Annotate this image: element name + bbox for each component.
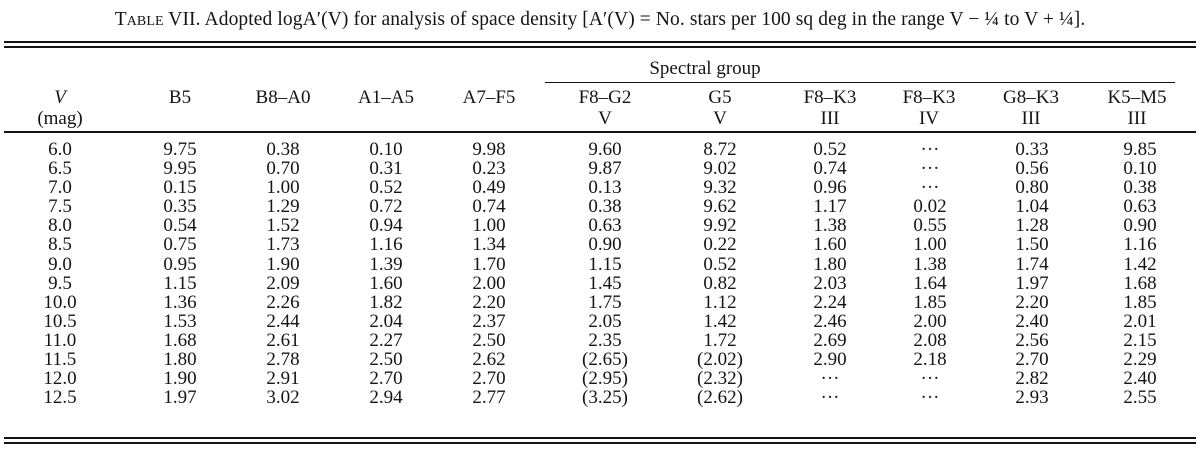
value-cell: 1.50 <box>1015 234 1049 256</box>
value-cell: 1.28 <box>1015 215 1049 237</box>
value-cell: 1.29 <box>266 196 300 218</box>
table-spacer <box>115 159 130 178</box>
value-cell: ··· <box>920 387 940 409</box>
table-row <box>0 274 1192 293</box>
table-row <box>0 293 1192 312</box>
value-cell: 2.20 <box>472 291 506 313</box>
value-cell: 1.00 <box>913 234 947 256</box>
table-spacer <box>115 216 130 235</box>
value-cell: ··· <box>820 387 840 409</box>
magnitude-cell: 11.0 <box>43 329 77 351</box>
value-cell: 1.73 <box>266 234 300 256</box>
value-cell: 2.24 <box>813 291 847 313</box>
value-cell: (2.62) <box>697 387 743 409</box>
value-cell: 0.10 <box>1123 158 1157 180</box>
value-cell: 1.68 <box>163 329 197 351</box>
value-cell: ··· <box>920 368 940 390</box>
value-cell: 1.04 <box>1015 196 1049 218</box>
value-cell: 2.50 <box>369 349 403 371</box>
value-cell: 2.55 <box>1123 387 1157 409</box>
value-cell: 0.75 <box>163 234 197 256</box>
value-cell: 2.04 <box>369 310 403 332</box>
value-cell: 0.38 <box>1123 177 1157 199</box>
value-cell: 2.82 <box>1015 368 1049 390</box>
value-cell: 1.16 <box>1123 234 1157 256</box>
value-cell: 9.95 <box>163 158 197 180</box>
value-cell: 1.85 <box>913 291 947 313</box>
value-cell: 2.29 <box>1123 349 1157 371</box>
value-cell: ··· <box>820 368 840 390</box>
value-cell: 2.44 <box>266 310 300 332</box>
column-header-top: F8–G2 <box>578 87 632 108</box>
value-cell: 0.31 <box>369 158 403 180</box>
magnitude-cell: 8.0 <box>48 215 72 237</box>
magnitude-cell: 10.0 <box>43 291 77 313</box>
table-spacer <box>115 235 130 254</box>
value-cell: ··· <box>920 158 940 180</box>
value-cell: 2.90 <box>813 349 847 371</box>
table-row <box>0 331 1192 350</box>
value-cell: (2.32) <box>697 368 743 390</box>
column-header-bottom: V <box>713 108 727 129</box>
table-spacer <box>115 369 130 388</box>
value-cell: 2.03 <box>813 272 847 294</box>
value-cell: 0.02 <box>913 196 947 218</box>
table-row <box>0 216 1192 235</box>
table-spacer <box>115 178 130 197</box>
value-cell: 1.90 <box>266 253 300 275</box>
bottom-rule-2 <box>4 442 1196 444</box>
table-spacer <box>115 140 130 159</box>
value-cell: 1.00 <box>266 177 300 199</box>
value-cell: 0.63 <box>1123 196 1157 218</box>
value-cell: 1.74 <box>1015 253 1049 275</box>
value-cell: ··· <box>920 139 940 160</box>
value-cell: 9.98 <box>472 139 506 160</box>
value-cell: 0.55 <box>913 215 947 237</box>
value-cell: 1.38 <box>913 253 947 275</box>
table-row <box>0 312 1192 331</box>
magnitude-cell: 6.0 <box>48 139 72 160</box>
value-cell: (2.02) <box>697 349 743 371</box>
value-cell: 1.68 <box>1123 272 1157 294</box>
magnitude-cell: 12.5 <box>43 387 77 409</box>
value-cell: 0.56 <box>1015 158 1049 180</box>
value-cell: 2.93 <box>1015 387 1049 409</box>
table-row <box>0 140 1192 159</box>
value-cell: 1.42 <box>703 310 737 332</box>
column-header-bottom: III <box>1021 108 1041 129</box>
value-cell: 2.61 <box>266 329 300 351</box>
value-cell: 0.72 <box>369 196 403 218</box>
value-cell: 1.17 <box>813 196 847 218</box>
value-cell: 0.80 <box>1015 177 1049 199</box>
value-cell: 0.10 <box>369 139 403 160</box>
column-header-bottom: III <box>820 108 840 129</box>
column-header-top: K5–M5 <box>1107 87 1167 108</box>
value-cell: 0.74 <box>472 196 506 218</box>
value-cell: 2.78 <box>266 349 300 371</box>
value-cell: 9.60 <box>588 139 622 160</box>
table-spacer <box>115 293 130 312</box>
value-cell: 0.90 <box>588 234 622 256</box>
value-cell: 1.53 <box>163 310 197 332</box>
value-cell: 9.02 <box>703 158 737 180</box>
value-cell: 2.40 <box>1123 368 1157 390</box>
table-spacer <box>115 331 130 350</box>
value-cell: 2.62 <box>472 349 506 371</box>
table-spacer <box>115 255 130 274</box>
top-rule-1 <box>4 41 1196 43</box>
value-cell: 1.82 <box>369 291 403 313</box>
column-header <box>1067 87 1200 129</box>
column-header-top: G8–K3 <box>1003 87 1059 108</box>
value-cell: 2.40 <box>1015 310 1049 332</box>
magnitude-cell: 12.0 <box>43 368 77 390</box>
value-cell: 1.90 <box>163 368 197 390</box>
magnitude-cell: 9.0 <box>48 253 72 275</box>
value-cell: 1.15 <box>588 253 622 275</box>
table-spacer <box>115 350 130 369</box>
table-row <box>0 197 1192 216</box>
value-cell: 2.35 <box>588 329 622 351</box>
value-cell: 0.52 <box>813 139 847 160</box>
value-cell: 2.05 <box>588 310 622 332</box>
value-cell: 8.72 <box>703 139 737 160</box>
value-cell: 1.38 <box>813 215 847 237</box>
value-cell: 1.60 <box>369 272 403 294</box>
value-cell: 1.52 <box>266 215 300 237</box>
table-row <box>0 235 1192 254</box>
table-caption-text: Adopted logA′(V) for analysis of space density [A′(V) = No. stars per 100 sq deg in the range V − ¼ to V + ¼]. <box>204 9 1086 30</box>
column-header-bottom: V <box>598 108 612 129</box>
value-cell: 2.94 <box>369 387 403 409</box>
column-header-top: B8–A0 <box>255 87 311 108</box>
value-cell: 0.35 <box>163 196 197 218</box>
value-cell: 0.13 <box>588 177 622 199</box>
value-cell: 9.92 <box>703 215 737 237</box>
value-cell: 9.62 <box>703 196 737 218</box>
value-cell: 0.23 <box>472 158 506 180</box>
table-spacer <box>115 312 130 331</box>
magnitude-cell: 8.5 <box>48 234 72 256</box>
value-cell: 2.27 <box>369 329 403 351</box>
value-cell: 0.15 <box>163 177 197 199</box>
column-header-bottom: III <box>1127 108 1147 129</box>
value-cell: 2.09 <box>266 272 300 294</box>
value-cell: 2.15 <box>1123 329 1157 351</box>
column-header-top: F8–K3 <box>803 87 857 108</box>
value-cell: (2.65) <box>582 349 628 371</box>
value-cell: 2.46 <box>813 310 847 332</box>
value-cell: 0.94 <box>369 215 403 237</box>
value-cell: 1.00 <box>472 215 506 237</box>
value-cell: 1.80 <box>163 349 197 371</box>
table-row <box>0 178 1192 197</box>
table-row <box>0 350 1192 369</box>
value-cell: 1.45 <box>588 272 622 294</box>
value-cell: 1.75 <box>588 291 622 313</box>
column-header-bottom: (mag) <box>37 108 83 129</box>
magnitude-cell: 7.5 <box>48 196 72 218</box>
value-cell: 1.60 <box>813 234 847 256</box>
value-cell: 9.75 <box>163 139 197 160</box>
value-cell: 0.38 <box>266 139 300 160</box>
top-rule-2 <box>4 46 1196 48</box>
magnitude-cell: 10.5 <box>43 310 77 332</box>
value-cell: 0.49 <box>472 177 506 199</box>
value-cell: 1.80 <box>813 253 847 275</box>
table-row <box>0 255 1192 274</box>
value-cell: 2.26 <box>266 291 300 313</box>
value-cell: 1.12 <box>703 291 737 313</box>
table-caption <box>0 9 1200 31</box>
table-spacer <box>115 388 130 407</box>
value-cell: 2.91 <box>266 368 300 390</box>
value-cell: 1.64 <box>913 272 947 294</box>
value-cell: 2.18 <box>913 349 947 371</box>
value-cell: 1.72 <box>703 329 737 351</box>
magnitude-cell: 11.5 <box>43 349 77 371</box>
value-cell: 2.70 <box>1015 349 1049 371</box>
value-cell: 1.97 <box>163 387 197 409</box>
value-cell: 9.32 <box>703 177 737 199</box>
bottom-rule-1 <box>4 437 1196 439</box>
table-row <box>0 388 1192 407</box>
column-header-top: A7–F5 <box>462 87 516 108</box>
value-cell: 0.74 <box>813 158 847 180</box>
value-cell: 1.15 <box>163 272 197 294</box>
value-cell: 0.90 <box>1123 215 1157 237</box>
value-cell: 2.70 <box>369 368 403 390</box>
value-cell: 0.95 <box>163 253 197 275</box>
table-label: Table VII. <box>114 9 201 30</box>
value-cell: 2.77 <box>472 387 506 409</box>
value-cell: 0.22 <box>703 234 737 256</box>
value-cell: (3.25) <box>582 387 628 409</box>
value-cell: 1.34 <box>472 234 506 256</box>
magnitude-cell: 7.0 <box>48 177 72 199</box>
value-cell: 0.82 <box>703 272 737 294</box>
table-spacer <box>115 274 130 293</box>
value-cell: 2.37 <box>472 310 506 332</box>
value-cell: 1.36 <box>163 291 197 313</box>
magnitude-cell: 9.5 <box>48 272 72 294</box>
column-header-top: V <box>54 87 66 108</box>
column-header-top: G5 <box>708 87 732 108</box>
value-cell: 2.56 <box>1015 329 1049 351</box>
header-rule <box>4 131 1196 133</box>
value-cell: 2.20 <box>1015 291 1049 313</box>
value-cell: 1.85 <box>1123 291 1157 313</box>
column-header-top: B5 <box>168 87 192 108</box>
value-cell: 0.70 <box>266 158 300 180</box>
value-cell: 2.08 <box>913 329 947 351</box>
table-row <box>0 159 1192 178</box>
magnitude-cell: 6.5 <box>48 158 72 180</box>
value-cell: 0.38 <box>588 196 622 218</box>
spectral-group-underline <box>545 82 1175 83</box>
value-cell: 2.69 <box>813 329 847 351</box>
value-cell: 1.16 <box>369 234 403 256</box>
value-cell: 1.39 <box>369 253 403 275</box>
column-header-bottom: IV <box>918 108 940 129</box>
table-spacer <box>115 197 130 216</box>
value-cell: 2.70 <box>472 368 506 390</box>
value-cell: 2.00 <box>472 272 506 294</box>
data-table <box>0 140 1192 407</box>
value-cell: 0.63 <box>588 215 622 237</box>
value-cell: 1.42 <box>1123 253 1157 275</box>
table-row <box>0 369 1192 388</box>
spectral-group-header: Spectral group <box>649 58 761 79</box>
column-header-top: A1–A5 <box>358 87 414 108</box>
value-cell: (2.95) <box>582 368 628 390</box>
value-cell: 0.33 <box>1015 139 1049 160</box>
value-cell: 9.87 <box>588 158 622 180</box>
value-cell: 3.02 <box>266 387 300 409</box>
value-cell: ··· <box>920 177 940 199</box>
value-cell: 0.52 <box>369 177 403 199</box>
value-cell: 1.70 <box>472 253 506 275</box>
value-cell: 0.96 <box>813 177 847 199</box>
value-cell: 9.85 <box>1123 139 1157 160</box>
value-cell: 2.00 <box>913 310 947 332</box>
value-cell: 2.50 <box>472 329 506 351</box>
value-cell: 0.52 <box>703 253 737 275</box>
value-cell: 0.54 <box>163 215 197 237</box>
column-header-top: F8–K3 <box>902 87 956 108</box>
value-cell: 1.97 <box>1015 272 1049 294</box>
value-cell: 2.01 <box>1123 310 1157 332</box>
